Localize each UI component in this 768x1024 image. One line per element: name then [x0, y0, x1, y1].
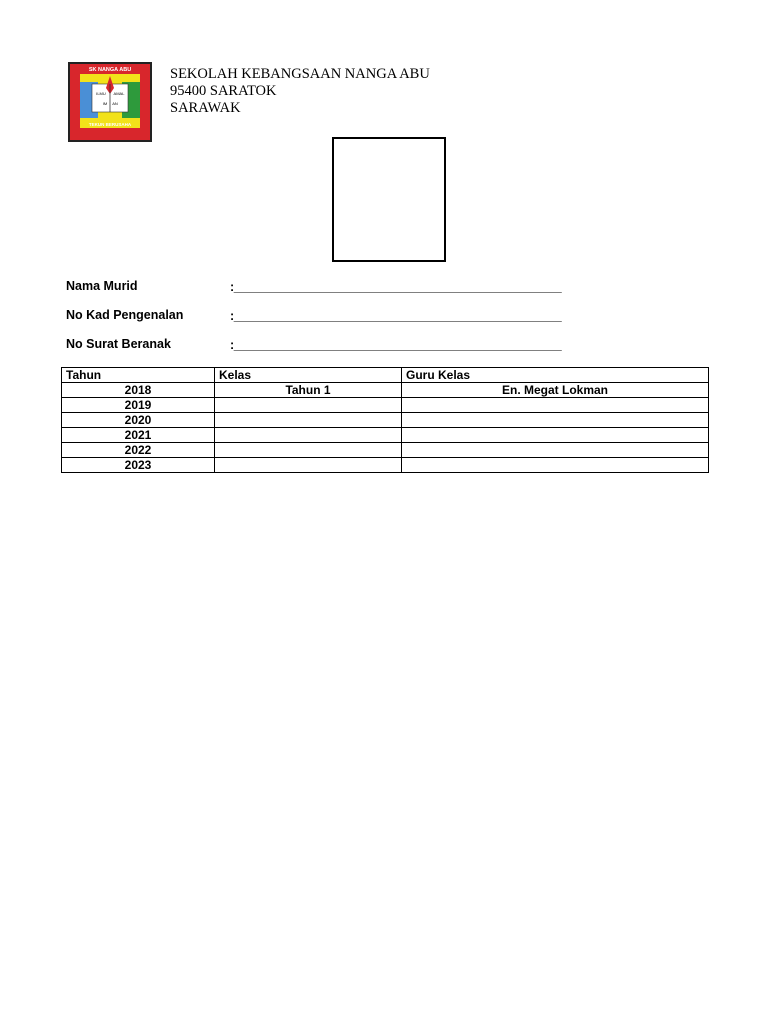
- school-address: 95400 SARATOK: [170, 83, 277, 99]
- table-row: [62, 443, 709, 458]
- nama-murid-label: Nama Murid: [66, 279, 138, 293]
- cell-class[interactable]: [215, 428, 402, 443]
- svg-text:AMAL: AMAL: [113, 91, 125, 96]
- class-history-table: [61, 367, 709, 473]
- cell-year: 2022: [62, 443, 215, 458]
- cell-year: 2019: [62, 398, 215, 413]
- header-class: Kelas: [215, 368, 402, 383]
- school-header: [170, 66, 430, 117]
- cell-teacher[interactable]: [402, 443, 709, 458]
- header-teacher: Guru Kelas: [402, 368, 709, 383]
- table-row: [62, 428, 709, 443]
- svg-text:AN: AN: [112, 101, 118, 106]
- cell-class[interactable]: Tahun 1: [215, 383, 402, 398]
- table-header-row: [62, 368, 709, 383]
- photo-placeholder: [332, 137, 446, 262]
- cell-teacher[interactable]: [402, 413, 709, 428]
- logo-motto: TEKUN BERUSAHA: [88, 122, 132, 127]
- school-name: SEKOLAH KEBANGSAAN NANGA ABU: [170, 66, 430, 82]
- no-surat-field[interactable]: :__________________________________________________: [230, 338, 562, 352]
- header-year: Tahun: [62, 368, 215, 383]
- table-row: [62, 383, 709, 398]
- svg-text:IM: IM: [102, 101, 108, 106]
- cell-class[interactable]: [215, 413, 402, 428]
- no-surat-label: No Surat Beranak: [66, 337, 171, 351]
- table-row: [62, 458, 709, 473]
- no-kad-label: No Kad Pengenalan: [66, 308, 184, 322]
- cell-year: 2018: [62, 383, 215, 398]
- cell-teacher[interactable]: [402, 458, 709, 473]
- nama-murid-field[interactable]: :__________________________________________________: [230, 280, 562, 294]
- cell-teacher[interactable]: En. Megat Lokman: [402, 383, 709, 398]
- no-kad-field[interactable]: :__________________________________________________: [230, 309, 562, 323]
- table-row: [62, 398, 709, 413]
- cell-year: 2023: [62, 458, 215, 473]
- school-logo: [68, 62, 152, 142]
- cell-class[interactable]: [215, 458, 402, 473]
- cell-year: 2021: [62, 428, 215, 443]
- cell-teacher[interactable]: [402, 428, 709, 443]
- table-row: [62, 413, 709, 428]
- cell-year: 2020: [62, 413, 215, 428]
- svg-text:ILMU: ILMU: [96, 91, 106, 96]
- cell-class[interactable]: [215, 398, 402, 413]
- logo-top-text: SK NANGA ABU: [88, 67, 132, 73]
- cell-teacher[interactable]: [402, 398, 709, 413]
- cell-class[interactable]: [215, 443, 402, 458]
- school-state: SARAWAK: [170, 100, 241, 116]
